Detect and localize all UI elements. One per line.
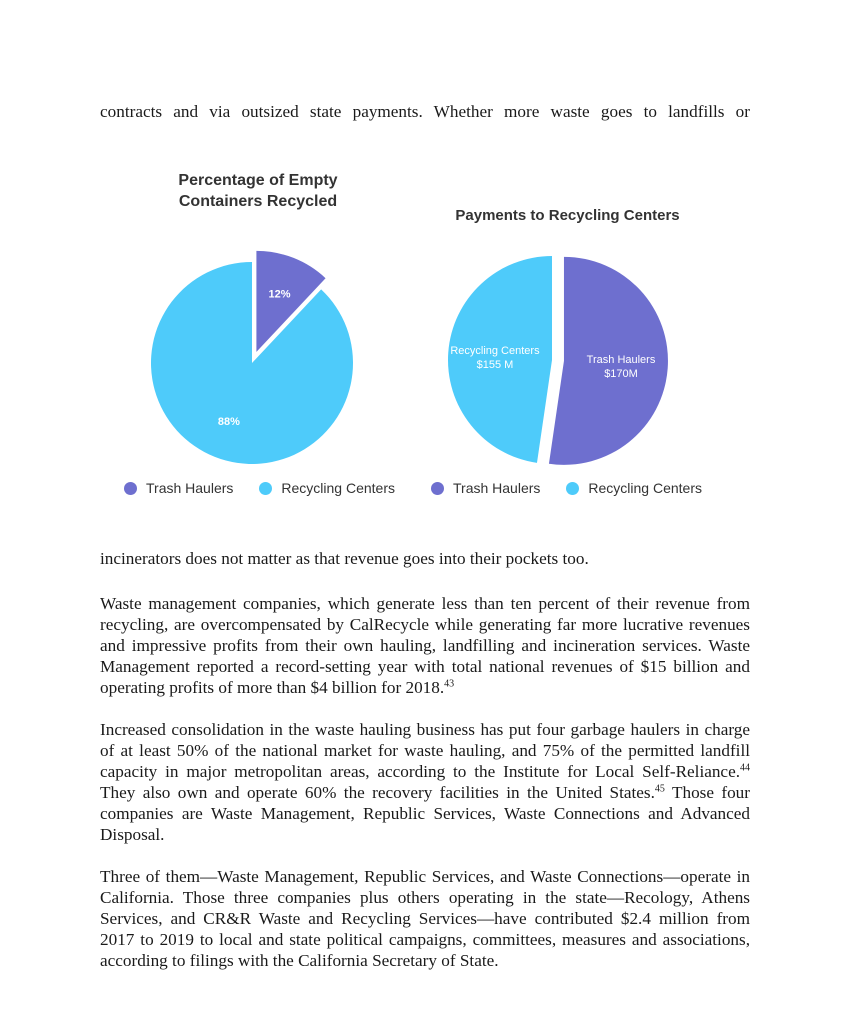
chart2-title: Payments to Recycling Centers <box>455 207 680 224</box>
chart1-title-line2: Containers Recycled <box>178 193 338 210</box>
paragraph-text: Increased consolidation in the waste hauling business has put four garbage haulers in charge of at least 50% of the national market for waste hauling, and 75% of the permitted landfill capacity in major metropolitan areas, according to the Institute for Local Self-Reliance. <box>100 720 750 781</box>
paragraph-text: Waste management companies, which generate less than ten percent of their revenue from recycling, are overcompensated by CalRecycle while generating far more lucrative revenues and impressive profits from their own hauling, landfilling and incineration services. Waste Management reported a record-setting year with total national revenues of $15 billion and operating profits of more than $4 billion for 2018. <box>100 594 750 697</box>
legend-label: Recycling Centers <box>281 480 396 496</box>
paragraph-text: Those four companies are Waste Management, Republic Services, Waste Connections and Advanced Disposal. <box>100 783 751 844</box>
paragraph-text: They also own and operate 60% the recovery facilities in the United States. <box>100 783 655 802</box>
chart1-title-line1: Percentage of Empty <box>178 172 338 189</box>
chart1-title <box>150 170 366 212</box>
chart2-label-recycling-centers-name: Recycling Centers <box>450 344 540 357</box>
paragraph-revenues <box>100 593 750 698</box>
chart1-legend-trash-haulers <box>124 480 233 496</box>
chart2-pie <box>430 245 690 475</box>
legend-label: Trash Haulers <box>453 480 541 496</box>
legend-dot-icon <box>124 482 137 495</box>
chart2-legend-trash-haulers <box>431 480 540 496</box>
paragraph-california: Three of them—Waste Management, Republic Services, and Waste Connections—operate in California. Those three companies plus others operating in the state—Recology, Athens Services, and CR&R Waste and Recycling Services—have contributed $2.4 million from 2017 to 2019 to local and state political campaigns, committees, measures and associations, according to filings with the California Secretary of State. <box>100 867 750 970</box>
after-charts-line: incinerators does not matter as that revenue goes into their pockets too. <box>100 549 589 568</box>
chart1-legend-recycling-centers <box>259 480 395 496</box>
legend-dot-icon <box>566 482 579 495</box>
chart1-pie <box>140 230 370 480</box>
chart2-label-trash-haulers-value: $170M <box>604 368 638 381</box>
chart2-label-trash-haulers-name: Trash Haulers <box>586 354 656 367</box>
legend-label: Trash Haulers <box>146 480 234 496</box>
chart2-label-recycling-centers-value: $155 M <box>476 358 514 371</box>
legend-dot-icon <box>431 482 444 495</box>
chart1-slice-recycling-centers <box>151 262 353 464</box>
paragraph-consolidation <box>100 719 750 845</box>
chart1-label-trash-haulers: 12% <box>268 288 291 301</box>
footnote-ref: 44 <box>740 762 750 774</box>
footnote-ref: 43 <box>444 678 455 690</box>
legend-dot-icon <box>259 482 272 495</box>
chart1-label-recycling-centers: 88% <box>217 416 240 429</box>
chart2-legend-recycling-centers <box>566 480 702 496</box>
legend-label: Recycling Centers <box>588 480 703 496</box>
intro-line: contracts and via outsized state payments. Whether more waste goes to landfills or <box>100 102 750 121</box>
chart1-legend <box>124 480 421 496</box>
chart2-legend <box>431 480 728 496</box>
footnote-ref: 45 <box>654 783 665 795</box>
